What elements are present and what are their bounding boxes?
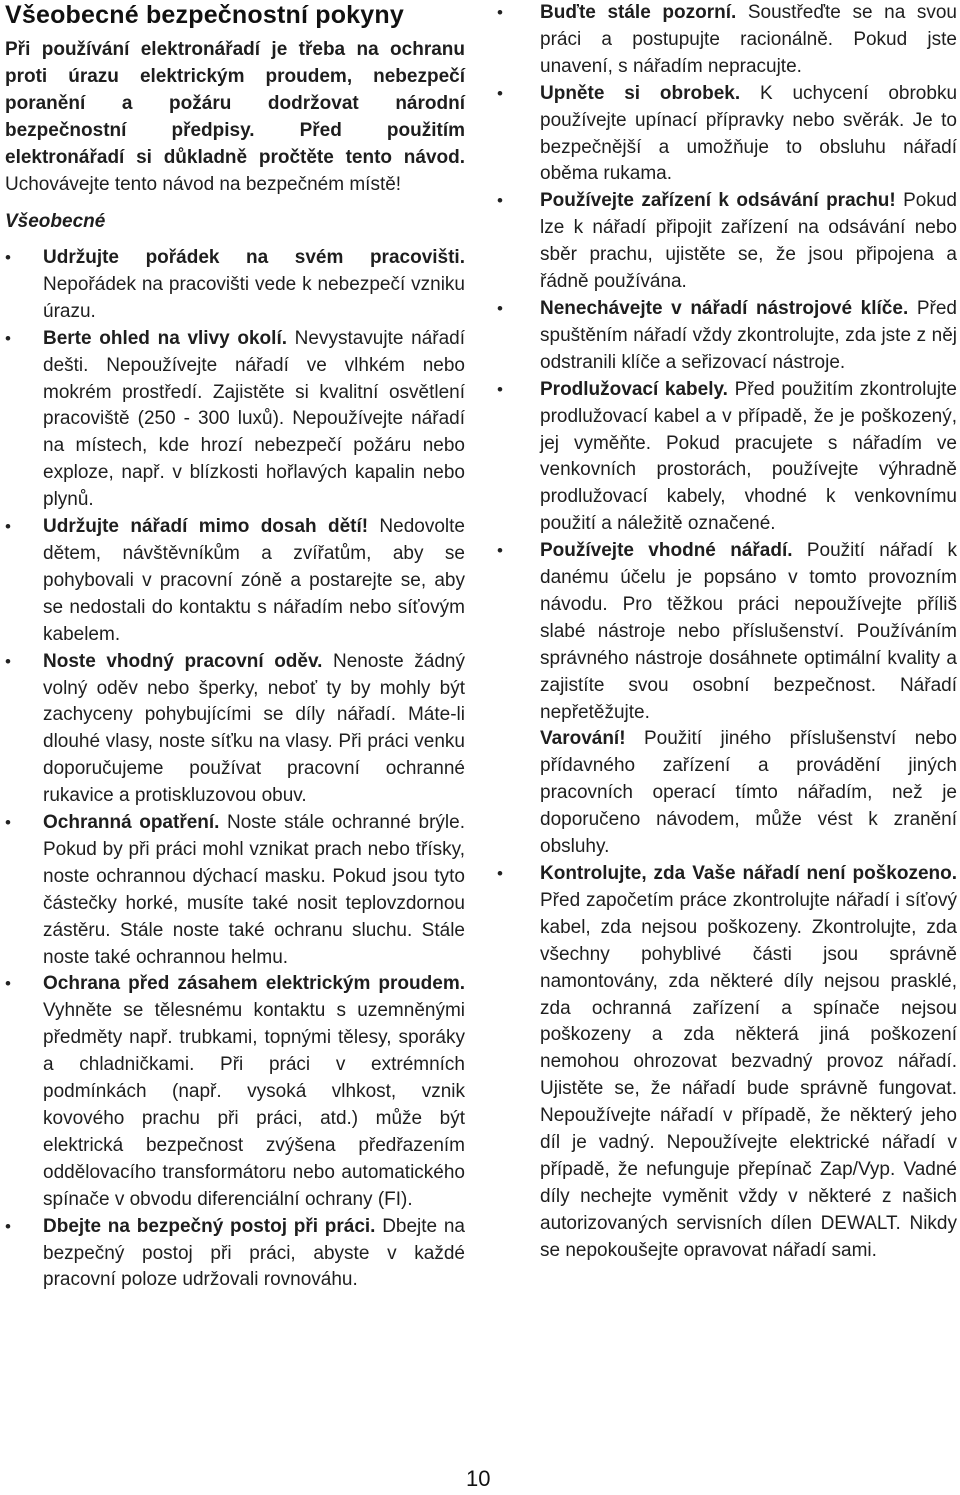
item-text: Pokud lze k nářadí připojit zařízení na odsávání nebo sběr prachu, ujistěte se, že jsou připojena a řádně používána. bbox=[540, 190, 957, 293]
list-item bbox=[5, 810, 465, 971]
item-text: Před započetím práce zkontrolujte nářadí i síťový kabel, zda nejsou poškozeny. Zkontrolujte, zda všechny pohyblivé části jsou správně namontovány, zda některé díly nejsou prasklé, zda ochranná zařízení a spínače nejsou poškozeny a zda některá jiná poškození nemohou ohrozovat bezvadný provoz nářadí. Ujistěte se, že nářadí bude správně fungovat. Nepoužívejte nářadí v případě, že některý jeho díl je vadný. Nepoužívejte elektrické nářadí v případě, že nefunguje přepínač Zap/Vyp. Vadné díly nechejte vyměnit vždy v některé z našich autorizovaných servisních dílen DEWALT. Nikdy se nepokoušejte opravovat nářadí sami. bbox=[540, 889, 957, 1261]
item-lead: Ochrana před zásahem elektrickým proudem. bbox=[43, 973, 465, 995]
right-column bbox=[497, 0, 957, 1265]
list-item bbox=[497, 538, 957, 726]
list-item bbox=[497, 188, 957, 296]
item-text: K uchycení obrobku používejte upínací přípravky nebo svěrák. Je to bezpečnější a umožňuje to obsluhu nářadí oběma rukama. bbox=[540, 82, 958, 185]
item-text: Vyhněte se tělesnému kontaktu s uzemněnými předměty např. trubkami, topnými tělesy, sporáky a chladničkami. Při práci v extrémních podmínkách (např. vysoká vlhkost, vznik kovového prachu při práci, atd.) může být elektrická bezpečnost zvýšena předřazením oddělovacího transformátoru nebo automatického spínače v obvodu diferenciální ochrany (FI). bbox=[43, 1000, 465, 1210]
list-item bbox=[497, 0, 957, 81]
list-item bbox=[5, 245, 465, 326]
section-subheading: Všeobecné bbox=[5, 211, 106, 232]
item-lead: Kontrolujte, zda Vaše nářadí není poškozeno. bbox=[540, 863, 957, 884]
item-text: Dbejte na bezpečný postoj při práci, abyste v každé pracovní poloze udržovali rovnováhu. bbox=[43, 1215, 465, 1291]
list-item bbox=[497, 81, 957, 189]
list-item bbox=[497, 861, 957, 1265]
list-item bbox=[5, 971, 465, 1213]
item-text: Nevystavujte nářadí dešti. Nepoužívejte nářadí ve vlhkém nebo mokrém prostředí. Zajistěte si kvalitní osvětlení pracoviště (250 - 300 luxů). Nepoužívejte nářadí na místech, kde hrozí nebezpečí požáru nebo exploze, např. v blízkosti hořlavých kapalin nebo plynů. bbox=[43, 327, 465, 511]
item-lead: Používejte zařízení k odsávání prachu! bbox=[540, 190, 896, 212]
page-number: 10 bbox=[466, 1466, 491, 1491]
item-text: Nepořádek na pracovišti vede k nebezpečí vzniku úrazu. bbox=[43, 273, 465, 322]
warning-label: Varování! bbox=[540, 728, 626, 750]
intro-paragraph bbox=[5, 36, 465, 198]
item-lead: Udržujte pořádek na svém pracovišti. bbox=[43, 247, 465, 268]
warning-paragraph bbox=[497, 726, 957, 861]
list-item bbox=[5, 649, 465, 810]
item-lead: Používejte vhodné nářadí. bbox=[540, 540, 793, 562]
item-lead: Berte ohled na vlivy okolí. bbox=[43, 327, 287, 349]
left-safety-list bbox=[5, 245, 465, 1294]
intro-normal-text: Uchovávejte tento návod na bezpečném místě! bbox=[5, 174, 402, 195]
item-lead: Nenechávejte v nářadí nástrojové klíče. bbox=[540, 297, 909, 319]
item-text: Noste stále ochranné brýle. Pokud by při práci mohl vznikat prach nebo třísky, noste ochrannou dýchací masku. Pokud jsou tyto částečky horké, musíte také nosit teplovzdornou zástěru. Stále noste také ochranu sluchu. Stále noste také ochrannou helmu. bbox=[43, 812, 466, 968]
item-text: Před použitím zkontrolujte prodlužovací kabel a v případě, že je poškozený, jej vyměňte. Pokud pracujete s nářadím ve venkovních prostorách, používejte výhradně prodlužovací kabely, vhodné k venkovnímu použití a náležitě označené. bbox=[540, 378, 957, 535]
list-item bbox=[5, 1214, 465, 1295]
item-text: Nedovolte dětem, návštěvníkům a zvířatům, aby se pohybovali v pracovní zóně a postarejte se, aby se nedostali do kontaktu s nářadím nebo síťovým kabelem. bbox=[43, 516, 465, 645]
list-item bbox=[497, 296, 957, 377]
page-title: Všeobecné bezpečnostní pokyny bbox=[5, 1, 404, 29]
warning-text: Použití jiného příslušenství nebo přídavného zařízení a provádění jiných pracovních operací tímto nářadím, než je doporučeno návodem, může vést k zranění obsluhy. bbox=[540, 728, 957, 858]
item-lead: Noste vhodný pracovní oděv. bbox=[43, 650, 323, 672]
item-text: Použití nářadí k danému účelu je popsáno v tomto provozním návodu. Pro těžkou práci nepoužívejte příliš slabé nástroje nebo příslušenství. Používáním správného nástroje dosáhnete optimální kvality a zajistíte svou osobní bezpečnost. Nářadí nepřetěžujte. bbox=[540, 540, 957, 723]
item-text: Soustřeďte se na svou práci a postupujte racionálně. Pokud jste unavení, s nářadím nepracujte. bbox=[540, 2, 957, 77]
list-item bbox=[5, 514, 465, 649]
item-lead: Buďte stále pozorní. bbox=[540, 2, 737, 23]
item-lead: Dbejte na bezpečný postoj při práci. bbox=[43, 1215, 376, 1237]
item-lead: Prodlužovací kabely. bbox=[540, 378, 728, 400]
list-item bbox=[497, 377, 957, 538]
item-lead: Upněte si obrobek. bbox=[540, 82, 741, 104]
item-text: Nenoste žádný volný oděv nebo šperky, neboť ty by mohly být zachyceny pohybujícími se díly nářadí. Máte-li dlouhé vlasy, noste síťku na vlasy. Při práci venku doporučujeme používat pracovní ochranné rukavice a protiskluzovou obuv. bbox=[43, 650, 465, 807]
item-text: Před spuštěním nářadí vždy zkontrolujte, zda jste z něj odstranili klíče a seřizovací nástroje. bbox=[540, 297, 957, 373]
left-column bbox=[5, 0, 465, 1294]
list-item bbox=[5, 326, 465, 514]
right-safety-list bbox=[497, 0, 957, 1265]
item-lead: Ochranná opatření. bbox=[43, 812, 220, 834]
item-lead: Udržujte nářadí mimo dosah dětí! bbox=[43, 516, 369, 538]
intro-bold-text: Při používání elektronářadí je třeba na ochranu proti úrazu elektrickým proudem, nebezpečí poranění a požáru dodržovat národní bezpečnostní předpisy. Před použitím elektronářadí si důkladně pročtěte tento návod. bbox=[5, 39, 465, 168]
